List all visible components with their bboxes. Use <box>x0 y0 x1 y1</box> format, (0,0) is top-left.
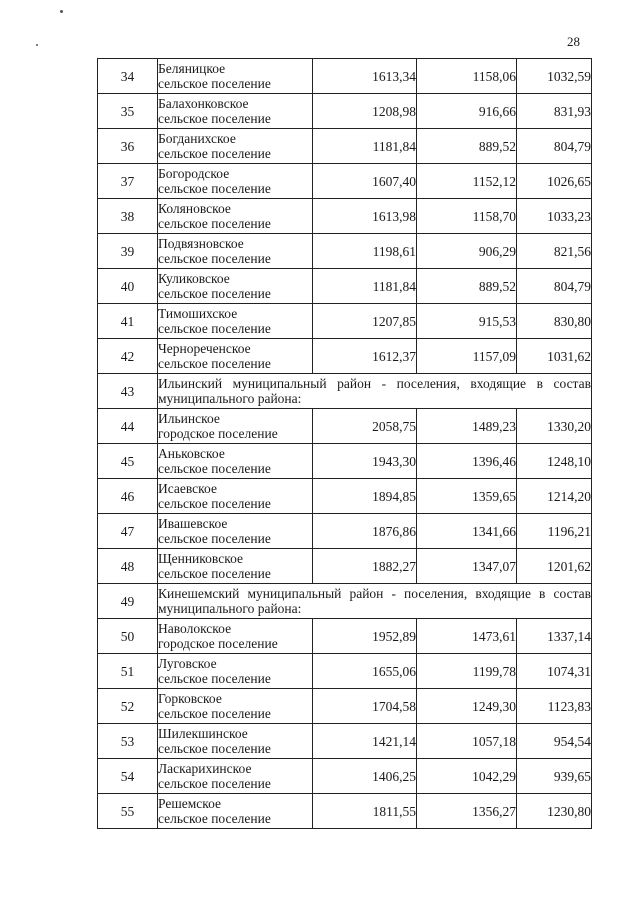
value-col-1: 1882,27 <box>313 549 417 584</box>
row-number: 49 <box>98 584 158 619</box>
settlement-name <box>158 759 313 794</box>
settlement-name-line1: Ильинское <box>158 411 220 426</box>
value-col-3: 831,93 <box>517 94 592 129</box>
table-row <box>98 549 592 584</box>
settlement-name-line1: Решемское <box>158 796 222 811</box>
value-col-1: 1613,98 <box>313 199 417 234</box>
value-col-1: 1181,84 <box>313 129 417 164</box>
table-row <box>98 164 592 199</box>
settlement-name-line1: Богданихское <box>158 131 236 146</box>
section-header-text: Ильинский муниципальный район - поселения, входящие в состав муниципального района: <box>158 374 592 409</box>
row-number: 41 <box>98 304 158 339</box>
value-col-3: 1032,59 <box>517 59 592 94</box>
value-col-3: 1033,23 <box>517 199 592 234</box>
row-number: 36 <box>98 129 158 164</box>
table-row <box>98 199 592 234</box>
table-section-header-row <box>98 584 592 619</box>
settlement-name-line1: Ивашевское <box>158 516 228 531</box>
page-number: 28 <box>567 34 580 49</box>
settlement-type-line2: сельское поселение <box>158 356 271 371</box>
value-col-2: 1473,61 <box>417 619 517 654</box>
value-col-3: 821,56 <box>517 234 592 269</box>
settlement-type-line2: сельское поселение <box>158 76 271 91</box>
row-number: 39 <box>98 234 158 269</box>
settlement-name-line1: Ласкарихинское <box>158 761 252 776</box>
settlement-name-line1: Тимошихское <box>158 306 238 321</box>
value-col-2: 1347,07 <box>417 549 517 584</box>
settlement-type-line2: сельское поселение <box>158 496 271 511</box>
settlement-type-line2: сельское поселение <box>158 811 271 826</box>
table-row <box>98 234 592 269</box>
settlement-name <box>158 234 313 269</box>
settlement-name-line1: Подвязновское <box>158 236 244 251</box>
settlement-name <box>158 444 313 479</box>
row-number: 55 <box>98 794 158 829</box>
row-number: 52 <box>98 689 158 724</box>
table-body <box>98 59 592 829</box>
table-row <box>98 759 592 794</box>
settlement-name <box>158 409 313 444</box>
value-col-1: 1704,58 <box>313 689 417 724</box>
row-number: 47 <box>98 514 158 549</box>
row-number: 48 <box>98 549 158 584</box>
settlement-name-line1: Чернореченское <box>158 341 251 356</box>
table-row <box>98 304 592 339</box>
row-number: 35 <box>98 94 158 129</box>
table-row <box>98 689 592 724</box>
settlement-name <box>158 479 313 514</box>
settlement-name <box>158 164 313 199</box>
settlement-type-line2: сельское поселение <box>158 181 271 196</box>
settlement-name-line1: Луговское <box>158 656 217 671</box>
settlement-type-line2: сельское поселение <box>158 146 271 161</box>
value-col-3: 1026,65 <box>517 164 592 199</box>
value-col-3: 804,79 <box>517 269 592 304</box>
table-row <box>98 444 592 479</box>
value-col-2: 1359,65 <box>417 479 517 514</box>
value-col-3: 954,54 <box>517 724 592 759</box>
settlement-name <box>158 129 313 164</box>
value-col-1: 1181,84 <box>313 269 417 304</box>
value-col-3: 1201,62 <box>517 549 592 584</box>
table-row <box>98 129 592 164</box>
value-col-2: 889,52 <box>417 129 517 164</box>
value-col-1: 1894,85 <box>313 479 417 514</box>
settlement-name <box>158 549 313 584</box>
value-col-3: 1337,14 <box>517 619 592 654</box>
settlement-type-line2: сельское поселение <box>158 531 271 546</box>
value-col-2: 1489,23 <box>417 409 517 444</box>
value-col-1: 1943,30 <box>313 444 417 479</box>
value-col-1: 1612,37 <box>313 339 417 374</box>
row-number: 45 <box>98 444 158 479</box>
settlement-name-line1: Горковское <box>158 691 222 706</box>
settlement-name-line1: Беляницкое <box>158 61 226 76</box>
value-col-1: 1952,89 <box>313 619 417 654</box>
settlement-name-line1: Балахонковское <box>158 96 249 111</box>
value-col-3: 1230,80 <box>517 794 592 829</box>
value-col-1: 1811,55 <box>313 794 417 829</box>
settlement-type-line2: сельское поселение <box>158 251 271 266</box>
value-col-2: 1356,27 <box>417 794 517 829</box>
table-row <box>98 59 592 94</box>
table-row <box>98 654 592 689</box>
settlement-name <box>158 339 313 374</box>
settlement-name-line1: Наволокское <box>158 621 232 636</box>
row-number: 42 <box>98 339 158 374</box>
settlement-name <box>158 59 313 94</box>
table-row <box>98 269 592 304</box>
settlement-type-line2: сельское поселение <box>158 321 271 336</box>
value-col-2: 1158,70 <box>417 199 517 234</box>
settlements-table <box>97 58 592 829</box>
row-number: 44 <box>98 409 158 444</box>
settlement-type-line2: сельское поселение <box>158 111 271 126</box>
settlement-name <box>158 724 313 759</box>
settlement-type-line2: сельское поселение <box>158 706 271 721</box>
settlement-name <box>158 654 313 689</box>
table-row <box>98 479 592 514</box>
value-col-3: 1196,21 <box>517 514 592 549</box>
value-col-2: 1249,30 <box>417 689 517 724</box>
settlement-type-line2: сельское поселение <box>158 741 271 756</box>
value-col-3: 804,79 <box>517 129 592 164</box>
value-col-1: 1876,86 <box>313 514 417 549</box>
table-row <box>98 94 592 129</box>
row-number: 46 <box>98 479 158 514</box>
settlement-name <box>158 689 313 724</box>
settlement-name-line1: Богородское <box>158 166 230 181</box>
table-row <box>98 794 592 829</box>
settlement-type-line2: сельское поселение <box>158 216 271 231</box>
settlement-name-line1: Куликовское <box>158 271 230 286</box>
settlement-type-line2: городское поселение <box>158 426 278 441</box>
row-number: 43 <box>98 374 158 409</box>
value-col-2: 1158,06 <box>417 59 517 94</box>
value-col-3: 830,80 <box>517 304 592 339</box>
value-col-3: 1214,20 <box>517 479 592 514</box>
value-col-2: 1199,78 <box>417 654 517 689</box>
value-col-2: 1042,29 <box>417 759 517 794</box>
value-col-2: 1152,12 <box>417 164 517 199</box>
value-col-2: 906,29 <box>417 234 517 269</box>
value-col-3: 1074,31 <box>517 654 592 689</box>
table-row <box>98 724 592 759</box>
value-col-2: 1157,09 <box>417 339 517 374</box>
value-col-3: 1123,83 <box>517 689 592 724</box>
settlement-name <box>158 199 313 234</box>
table-row <box>98 514 592 549</box>
row-number: 54 <box>98 759 158 794</box>
row-number: 37 <box>98 164 158 199</box>
row-number: 34 <box>98 59 158 94</box>
section-header-text: Кинешемский муниципальный район - поселения, входящие в состав муниципального района: <box>158 584 592 619</box>
settlement-type-line2: сельское поселение <box>158 461 271 476</box>
row-number: 53 <box>98 724 158 759</box>
settlement-type-line2: сельское поселение <box>158 776 271 791</box>
value-col-2: 916,66 <box>417 94 517 129</box>
scan-speck <box>60 10 63 13</box>
value-col-3: 1330,20 <box>517 409 592 444</box>
scan-speck <box>36 44 38 46</box>
row-number: 50 <box>98 619 158 654</box>
settlement-type-line2: сельское поселение <box>158 566 271 581</box>
value-col-1: 1607,40 <box>313 164 417 199</box>
value-col-2: 1057,18 <box>417 724 517 759</box>
settlement-name <box>158 514 313 549</box>
table-row <box>98 339 592 374</box>
value-col-3: 939,65 <box>517 759 592 794</box>
value-col-2: 1341,66 <box>417 514 517 549</box>
table-row <box>98 619 592 654</box>
settlement-name-line1: Аньковское <box>158 446 225 461</box>
table-row <box>98 409 592 444</box>
settlement-name <box>158 794 313 829</box>
settlement-name-line1: Шилекшинское <box>158 726 248 741</box>
value-col-2: 1396,46 <box>417 444 517 479</box>
value-col-3: 1031,62 <box>517 339 592 374</box>
value-col-1: 1655,06 <box>313 654 417 689</box>
settlement-type-line2: сельское поселение <box>158 671 271 686</box>
value-col-2: 889,52 <box>417 269 517 304</box>
settlement-type-line2: городское поселение <box>158 636 278 651</box>
row-number: 40 <box>98 269 158 304</box>
value-col-2: 915,53 <box>417 304 517 339</box>
value-col-1: 1406,25 <box>313 759 417 794</box>
row-number: 38 <box>98 199 158 234</box>
value-col-1: 2058,75 <box>313 409 417 444</box>
settlement-name <box>158 619 313 654</box>
settlement-name-line1: Коляновское <box>158 201 231 216</box>
settlement-type-line2: сельское поселение <box>158 286 271 301</box>
value-col-1: 1207,85 <box>313 304 417 339</box>
settlement-name <box>158 94 313 129</box>
table-section-header-row <box>98 374 592 409</box>
settlement-name <box>158 304 313 339</box>
settlement-name-line1: Исаевское <box>158 481 217 496</box>
value-col-1: 1421,14 <box>313 724 417 759</box>
settlement-name <box>158 269 313 304</box>
row-number: 51 <box>98 654 158 689</box>
settlement-name-line1: Щенниковское <box>158 551 243 566</box>
value-col-1: 1198,61 <box>313 234 417 269</box>
value-col-1: 1613,34 <box>313 59 417 94</box>
value-col-3: 1248,10 <box>517 444 592 479</box>
value-col-1: 1208,98 <box>313 94 417 129</box>
